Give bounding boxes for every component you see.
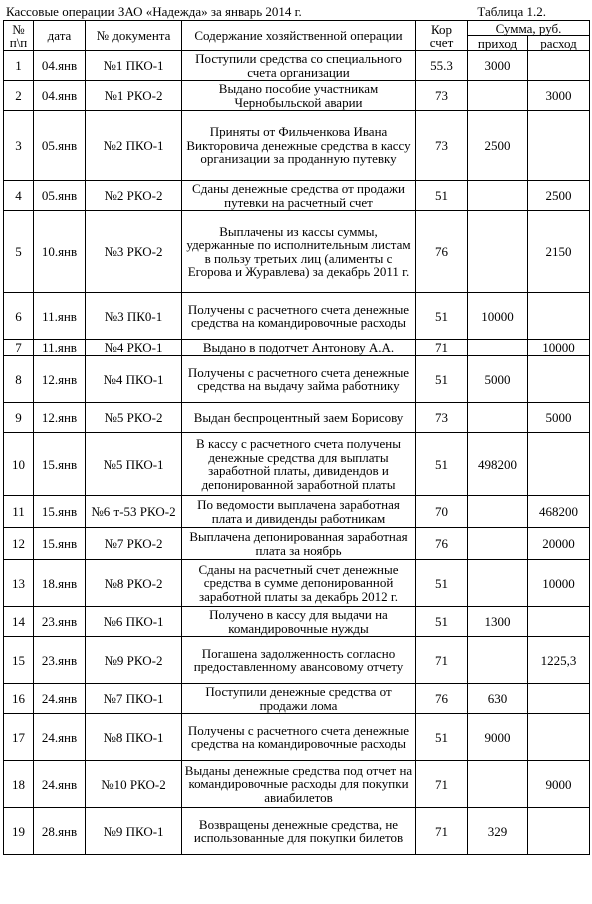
operation-cell: Выплачена депонированная заработная плата за ноябрь <box>182 528 416 560</box>
account-cell: 55.3 <box>416 51 468 81</box>
header-content: Содержание хозяйственной операции <box>182 21 416 51</box>
document-cell: №5 РКО-2 <box>86 403 182 433</box>
table-row <box>4 51 590 81</box>
expense-cell <box>528 111 590 181</box>
document-cell: №8 РКО-2 <box>86 560 182 607</box>
table-row <box>4 607 590 637</box>
operation-cell: Выдано в подотчет Антонову А.А. <box>182 340 416 356</box>
income-cell <box>468 403 528 433</box>
row-number-cell: 11 <box>4 496 34 528</box>
operation-cell: Получено в кассу для выдачи на командировочные нужды <box>182 607 416 637</box>
expense-cell: 5000 <box>528 403 590 433</box>
table-row <box>4 356 590 403</box>
operation-cell: Выданы денежные средства под отчет на командировочные расходы для покупки авиабилетов <box>182 761 416 808</box>
operation-cell: В кассу с расчетного счета получены денежные средства для выплаты заработной платы, дивидендов и депонированной заработной платы <box>182 433 416 496</box>
income-cell: 2500 <box>468 111 528 181</box>
account-cell: 70 <box>416 496 468 528</box>
account-cell: 51 <box>416 433 468 496</box>
operation-cell: Поступили средства со специального счета организации <box>182 51 416 81</box>
account-cell: 71 <box>416 761 468 808</box>
document-cell: №3 ПК0-1 <box>86 293 182 340</box>
date-cell: 24.янв <box>34 684 86 714</box>
row-number-cell: 18 <box>4 761 34 808</box>
income-cell <box>468 637 528 684</box>
operation-cell: Погашена задолженность согласно предоставленному авансовому отчету <box>182 637 416 684</box>
operation-cell: Выдано пособие участникам Чернобыльской аварии <box>182 81 416 111</box>
date-cell: 15.янв <box>34 433 86 496</box>
expense-cell <box>528 51 590 81</box>
cash-operations-table <box>3 20 590 855</box>
income-cell: 10000 <box>468 293 528 340</box>
header-expense: расход <box>528 36 590 51</box>
expense-cell: 468200 <box>528 496 590 528</box>
income-cell: 630 <box>468 684 528 714</box>
expense-cell <box>528 607 590 637</box>
row-number-cell: 8 <box>4 356 34 403</box>
document-cell: №5 ПКО-1 <box>86 433 182 496</box>
header-num: № п\п <box>4 21 34 51</box>
date-cell: 24.янв <box>34 714 86 761</box>
header-date: дата <box>34 21 86 51</box>
table-row <box>4 340 590 356</box>
operation-cell: По ведомости выплачена заработная плата и дивиденды работникам <box>182 496 416 528</box>
expense-cell <box>528 808 590 855</box>
account-cell: 76 <box>416 684 468 714</box>
account-cell: 76 <box>416 528 468 560</box>
operation-cell: Получены с расчетного счета денежные средства на командировочные расходы <box>182 714 416 761</box>
account-cell: 51 <box>416 560 468 607</box>
table-row <box>4 111 590 181</box>
income-cell <box>468 81 528 111</box>
table-row <box>4 211 590 293</box>
income-cell <box>468 211 528 293</box>
income-cell: 3000 <box>468 51 528 81</box>
date-cell: 23.янв <box>34 607 86 637</box>
document-cell: №3 РКО-2 <box>86 211 182 293</box>
row-number-cell: 16 <box>4 684 34 714</box>
row-number-cell: 17 <box>4 714 34 761</box>
date-cell: 04.янв <box>34 81 86 111</box>
date-cell: 10.янв <box>34 211 86 293</box>
expense-cell <box>528 714 590 761</box>
operation-cell: Сданы на расчетный счет денежные средства в сумме депонированной заработной платы за декабрь 2012 г. <box>182 560 416 607</box>
operation-cell: Приняты от Фильченкова Ивана Викторовича денежные средства в кассу организации за проданную путевку <box>182 111 416 181</box>
header-account: Кор счет <box>416 21 468 51</box>
operation-cell: Получены с расчетного счета денежные средства на командировочные расходы <box>182 293 416 340</box>
row-number-cell: 14 <box>4 607 34 637</box>
income-cell: 329 <box>468 808 528 855</box>
date-cell: 12.янв <box>34 403 86 433</box>
table-body <box>4 51 590 855</box>
expense-cell: 10000 <box>528 560 590 607</box>
expense-cell <box>528 293 590 340</box>
row-number-cell: 1 <box>4 51 34 81</box>
table-row <box>4 637 590 684</box>
expense-cell: 3000 <box>528 81 590 111</box>
account-cell: 73 <box>416 81 468 111</box>
document-cell: №4 РКО-1 <box>86 340 182 356</box>
account-cell: 71 <box>416 808 468 855</box>
table-row <box>4 761 590 808</box>
document-cell: №6 т-53 РКО-2 <box>86 496 182 528</box>
account-cell: 51 <box>416 293 468 340</box>
account-cell: 76 <box>416 211 468 293</box>
row-number-cell: 9 <box>4 403 34 433</box>
date-cell: 15.янв <box>34 496 86 528</box>
table-row <box>4 560 590 607</box>
row-number-cell: 13 <box>4 560 34 607</box>
header-doc: № документа <box>86 21 182 51</box>
account-cell: 51 <box>416 181 468 211</box>
document-cell: №1 ПКО-1 <box>86 51 182 81</box>
table-row <box>4 808 590 855</box>
row-number-cell: 3 <box>4 111 34 181</box>
row-number-cell: 4 <box>4 181 34 211</box>
operation-cell: Возвращены денежные средства, не использованные для покупки билетов <box>182 808 416 855</box>
table-row <box>4 181 590 211</box>
document-cell: №1 РКО-2 <box>86 81 182 111</box>
date-cell: 11.янв <box>34 293 86 340</box>
document-cell: №2 ПКО-1 <box>86 111 182 181</box>
header-income: приход <box>468 36 528 51</box>
expense-cell <box>528 356 590 403</box>
income-cell: 498200 <box>468 433 528 496</box>
header-sum: Сумма, руб. <box>468 21 590 36</box>
account-cell: 51 <box>416 607 468 637</box>
document-cell: №9 ПКО-1 <box>86 808 182 855</box>
table-number: Таблица 1.2. <box>477 4 546 19</box>
income-cell <box>468 496 528 528</box>
expense-cell: 10000 <box>528 340 590 356</box>
operation-cell: Выплачены из кассы суммы, удержанные по исполнительным листам в пользу третьих лиц (алименты с Егорова и Журавлева) за декабрь 2011 г. <box>182 211 416 293</box>
date-cell: 23.янв <box>34 637 86 684</box>
operation-cell: Сданы денежные средства от продажи путевки на расчетный счет <box>182 181 416 211</box>
income-cell: 5000 <box>468 356 528 403</box>
row-number-cell: 10 <box>4 433 34 496</box>
expense-cell: 20000 <box>528 528 590 560</box>
account-cell: 73 <box>416 111 468 181</box>
operation-cell: Получены с расчетного счета денежные средства на выдачу займа работнику <box>182 356 416 403</box>
row-number-cell: 5 <box>4 211 34 293</box>
income-cell: 9000 <box>468 714 528 761</box>
expense-cell <box>528 684 590 714</box>
date-cell: 15.янв <box>34 528 86 560</box>
date-cell: 28.янв <box>34 808 86 855</box>
table-row <box>4 496 590 528</box>
table-caption <box>6 4 592 20</box>
account-cell: 71 <box>416 340 468 356</box>
income-cell <box>468 340 528 356</box>
table-row <box>4 684 590 714</box>
expense-cell <box>528 433 590 496</box>
account-cell: 51 <box>416 356 468 403</box>
table-row <box>4 81 590 111</box>
document-cell: №4 ПКО-1 <box>86 356 182 403</box>
date-cell: 05.янв <box>34 111 86 181</box>
expense-cell: 2150 <box>528 211 590 293</box>
table-row <box>4 403 590 433</box>
expense-cell: 1225,3 <box>528 637 590 684</box>
row-number-cell: 12 <box>4 528 34 560</box>
operation-cell: Поступили денежные средства от продажи лома <box>182 684 416 714</box>
document-cell: №8 ПКО-1 <box>86 714 182 761</box>
date-cell: 24.янв <box>34 761 86 808</box>
document-cell: №10 РКО-2 <box>86 761 182 808</box>
account-cell: 73 <box>416 403 468 433</box>
row-number-cell: 7 <box>4 340 34 356</box>
income-cell <box>468 560 528 607</box>
date-cell: 12.янв <box>34 356 86 403</box>
account-cell: 51 <box>416 714 468 761</box>
date-cell: 05.янв <box>34 181 86 211</box>
income-cell: 1300 <box>468 607 528 637</box>
table-row <box>4 714 590 761</box>
document-cell: №7 ПКО-1 <box>86 684 182 714</box>
document-cell: №9 РКО-2 <box>86 637 182 684</box>
income-cell <box>468 528 528 560</box>
date-cell: 18.янв <box>34 560 86 607</box>
table-row <box>4 433 590 496</box>
account-cell: 71 <box>416 637 468 684</box>
row-number-cell: 19 <box>4 808 34 855</box>
row-number-cell: 6 <box>4 293 34 340</box>
operation-cell: Выдан беспроцентный заем Борисову <box>182 403 416 433</box>
date-cell: 04.янв <box>34 51 86 81</box>
document-cell: №7 РКО-2 <box>86 528 182 560</box>
document-cell: №6 ПКО-1 <box>86 607 182 637</box>
document-cell: №2 РКО-2 <box>86 181 182 211</box>
table-row <box>4 528 590 560</box>
income-cell <box>468 181 528 211</box>
expense-cell: 9000 <box>528 761 590 808</box>
table-row <box>4 293 590 340</box>
income-cell <box>468 761 528 808</box>
date-cell: 11.янв <box>34 340 86 356</box>
expense-cell: 2500 <box>528 181 590 211</box>
row-number-cell: 15 <box>4 637 34 684</box>
row-number-cell: 2 <box>4 81 34 111</box>
caption-title: Кассовые операции ЗАО «Надежда» за январь 2014 г. <box>6 4 302 19</box>
